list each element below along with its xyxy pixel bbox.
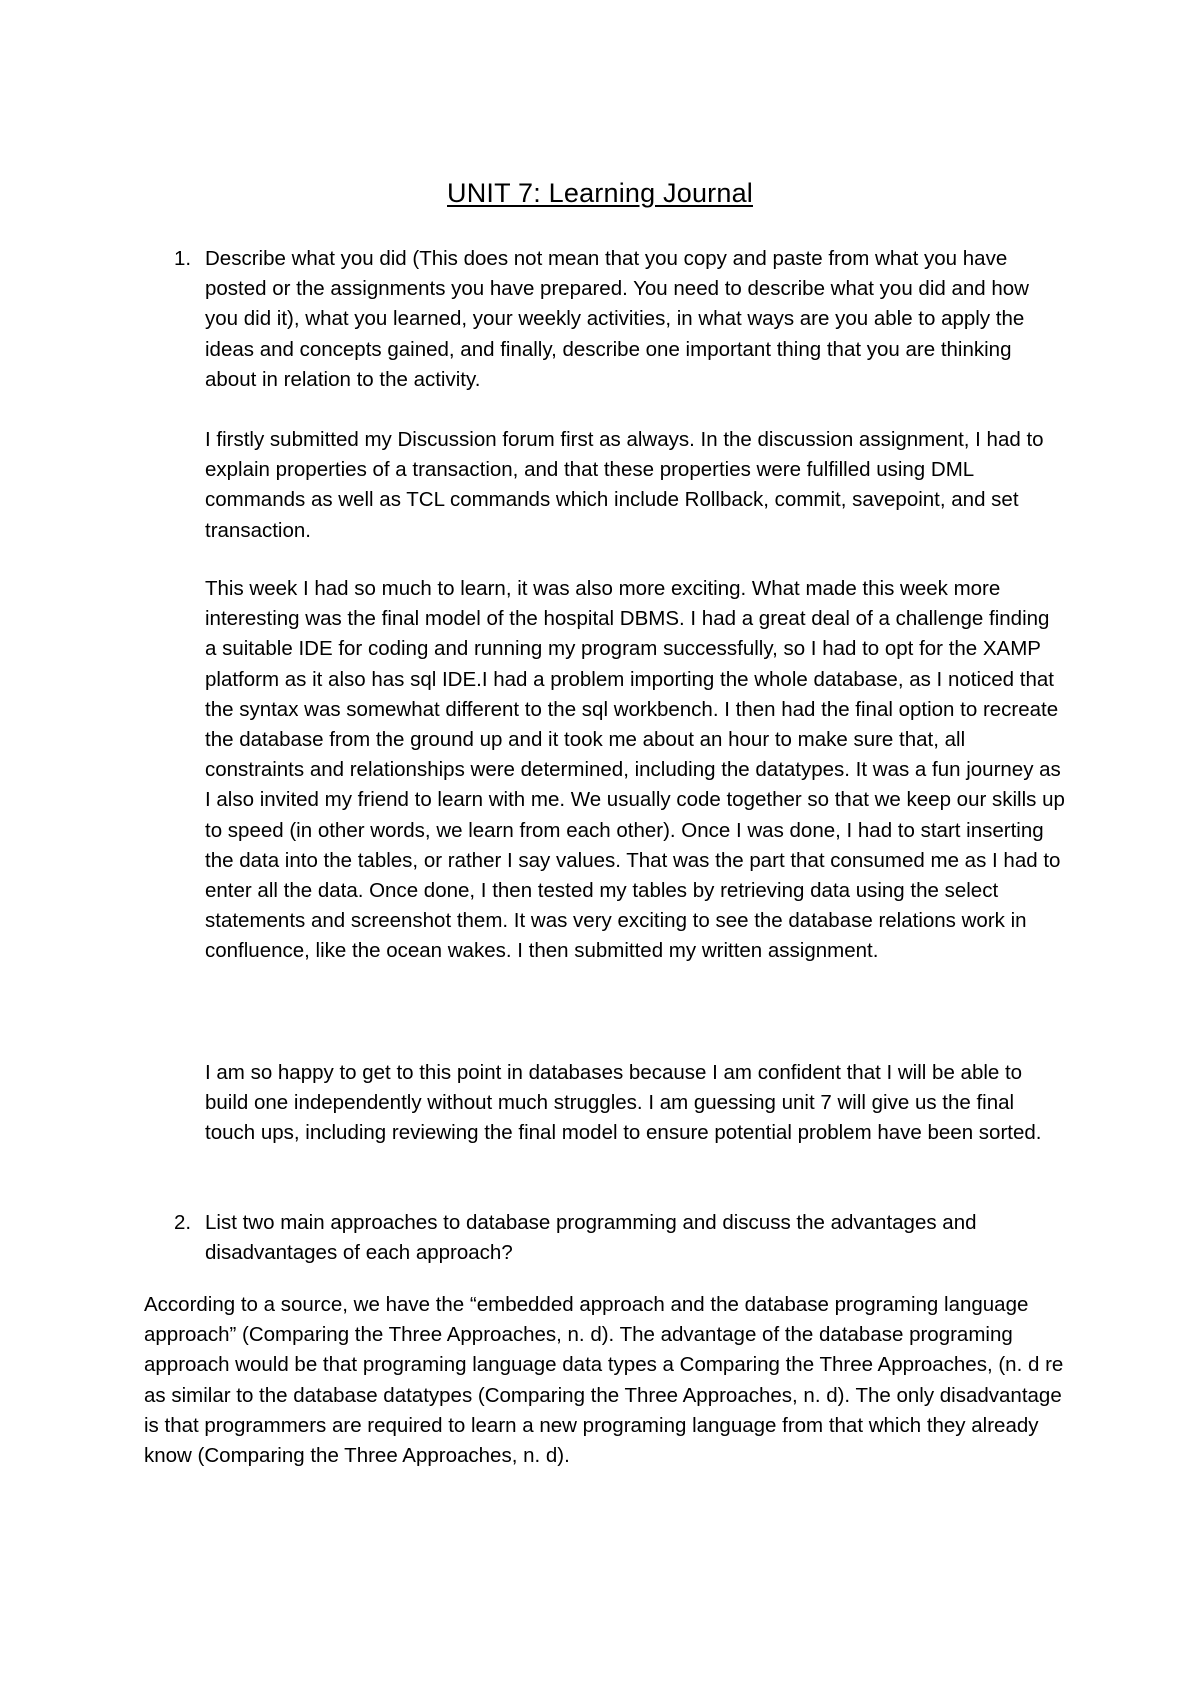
question-2-text: List two main approaches to database programming and discuss the advantages and disadvantages of each approach? (205, 1211, 977, 1265)
question-1-text: Describe what you did (This does not mean that you copy and paste from what you have posted or the assignments you have prepared. You need to describe what you did and how you did it), what you learned, your weekly activities, in what ways are you able to apply the ideas and concepts gained, and finally, describe one important thing that you are thinking about in relation to the activity. (205, 247, 1029, 391)
answer-paragraph-4: According to a source, we have the “embedded approach and the database programing language approach” (Comparing the Three Approaches, n. d). The advantage of the database programing approach would be that programing language data types a Comparing the Three Approaches, (n. d re as similar to the database datatypes (Comparing the Three Approaches, n. d). The only disadvantage is that programmers are required to learn a new programing language from that which they already know (Comparing the Three Approaches, n. d). (144, 1293, 1064, 1468)
answer-paragraph-3: I am so happy to get to this point in databases because I am confident that I will be able to build one independently without much struggles. I am guessing unit 7 will give us the final touch ups, including reviewing the final model to ensure potential problem have been sorted. (205, 1061, 1042, 1145)
answer-paragraph-1: I firstly submitted my Discussion forum first as always. In the discussion assignment, I had to explain properties of a transaction, and that these properties were fulfilled using DML commands as well as TCL commands which include Rollback, commit, savepoint, and set transaction. (205, 428, 1044, 542)
question-2-number: 2. (174, 1211, 192, 1234)
question-1-number: 1. (174, 247, 192, 270)
page-title: UNIT 7: Learning Journal (447, 178, 753, 208)
answer-paragraph-2: This week I had so much to learn, it was also more exciting. What made this week more interesting was the final model of the hospital DBMS. I had a great deal of a challenge finding a suitable IDE for coding and running my program successfully, so I had to opt for the XAMP platform as it also has sql IDE.I had a problem importing the whole database, as I noticed that the syntax was somewhat different to the sql workbench. I then had the final option to recreate the database from the ground up and it took me about an hour to make sure that, all constraints and relationships were determined, including the datatypes. It was a fun journey as I also invited my friend to learn with me. We usually code together so that we keep our skills up to speed (in other words, we learn from each other). Once I was done, I had to start inserting the data into the tables, or rather I say values. That was the part that consumed me as I had to enter all the data. Once done, I then tested my tables by retrieving data using the select statements and screenshot them. It was very exciting to see the database relations work in confluence, like the ocean wakes. I then submitted my written assignment. (205, 577, 1065, 963)
